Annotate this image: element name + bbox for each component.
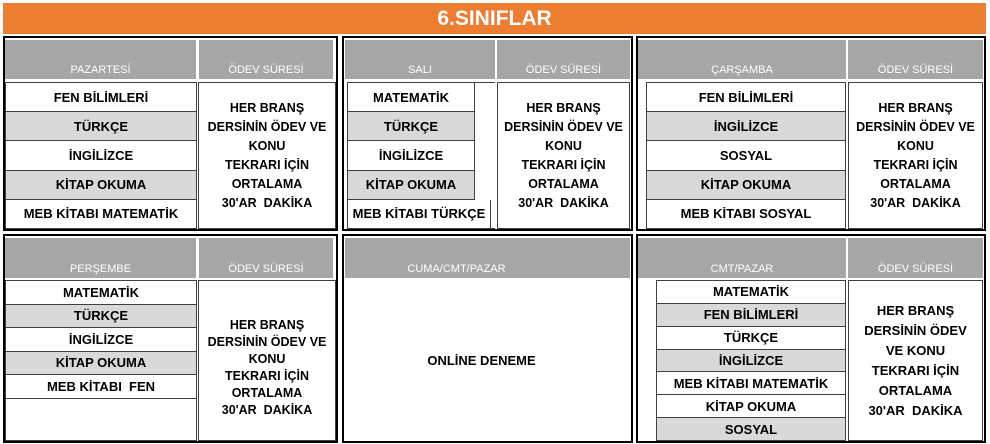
- duration-header: ÖDEV SÜRESİ: [848, 40, 983, 79]
- homework-duration-note: [198, 280, 336, 441]
- duration-note-line: 30'AR DAKİKA: [221, 195, 313, 210]
- panel-cuma-cmt-pazar: [342, 234, 633, 443]
- duration-note-line: KONU: [545, 138, 582, 153]
- day-header: PERŞEMBE: [5, 238, 196, 278]
- subject-cell: İNGİLİZCE: [647, 112, 845, 141]
- subject-cell: TÜRKÇE: [348, 112, 475, 141]
- duration-note-line: ORTALAMA: [880, 176, 951, 191]
- duration-note-line: ORTALAMA: [528, 176, 599, 191]
- subject-cell: KİTAP OKUMA: [348, 171, 475, 200]
- panel-pazartesi: [3, 36, 338, 231]
- duration-note-line: DERSİNİN ÖDEV: [864, 322, 967, 338]
- subject-cell: KİTAP OKUMA: [657, 395, 845, 418]
- day-header: ÇARŞAMBA: [638, 40, 846, 79]
- subject-cell: KİTAP OKUMA: [6, 352, 196, 376]
- homework-duration-note: [848, 82, 983, 229]
- page-title: 6.SINIFLAR: [3, 3, 986, 34]
- duration-note-line: 30'AR DAKİKA: [870, 195, 961, 210]
- duration-note-line: ORTALAMA: [231, 385, 303, 400]
- duration-note-line: TEKRARI İÇİN: [224, 368, 310, 383]
- day-header: CMT/PAZAR: [638, 238, 846, 278]
- subject-cell: SOSYAL: [657, 418, 845, 440]
- duration-note-line: TEKRARI İÇİN: [224, 157, 310, 172]
- subject-list: [656, 280, 846, 441]
- duration-note-line: KONU: [248, 351, 286, 366]
- duration-note-line: HER BRANŞ: [878, 100, 953, 115]
- panel-persembe: [3, 234, 338, 443]
- subject-cell: MATEMATİK: [6, 281, 196, 305]
- subject-cell: TÜRKÇE: [6, 305, 196, 329]
- subject-cell: TÜRKÇE: [657, 327, 845, 350]
- empty-cell: [6, 399, 196, 441]
- duration-note-line: HER BRANŞ: [526, 100, 601, 115]
- duration-header: ÖDEV SÜRESİ: [199, 40, 333, 79]
- duration-note-line: TEKRARI İÇİN: [521, 157, 606, 172]
- duration-note-line: DERSİNİN ÖDEV VE: [856, 119, 975, 134]
- duration-note-line: DERSİNİN ÖDEV VE: [207, 119, 327, 134]
- subject-cell: MEB KİTABI FEN: [6, 375, 196, 399]
- duration-note-line: HER BRANŞ: [876, 302, 955, 318]
- duration-header: ÖDEV SÜRESİ: [497, 40, 630, 79]
- duration-header: ÖDEV SÜRESİ: [199, 238, 333, 278]
- duration-note-line: TEKRARI İÇİN: [871, 362, 960, 378]
- duration-note-line: VE KONU: [885, 342, 946, 358]
- duration-note-line: 30'AR DAKİKA: [518, 195, 609, 210]
- duration-note-line: 30'AR DAKİKA: [868, 402, 963, 418]
- subject-cell: KİTAP OKUMA: [6, 171, 196, 200]
- duration-header: ÖDEV SÜRESİ: [848, 238, 983, 278]
- subject-cell: MATEMATİK: [348, 83, 475, 112]
- day-header: CUMA/CMT/PAZAR: [345, 238, 630, 278]
- duration-note-line: ORTALAMA: [878, 382, 953, 398]
- day-header: PAZARTESİ: [5, 40, 196, 79]
- subject-cell: MEB KİTABI MATEMATİK: [657, 372, 845, 395]
- subject-list: [646, 82, 846, 229]
- subject-list: [5, 280, 197, 441]
- subject-list: [5, 82, 197, 229]
- subject-cell: MEB KİTABI TÜRKÇE: [348, 200, 491, 228]
- day-header: SALI: [345, 40, 495, 79]
- homework-duration-note: [497, 82, 630, 229]
- subject-cell: MATEMATİK: [657, 281, 845, 304]
- duration-note-line: 30'AR DAKİKA: [221, 402, 313, 417]
- subject-cell: MEB KİTABI MATEMATİK: [23, 206, 179, 222]
- duration-note-line: DERSİNİN ÖDEV VE: [504, 119, 623, 134]
- duration-note-line: HER BRANŞ: [229, 317, 305, 332]
- panel-cmt-pazar: [636, 234, 986, 443]
- subject-list: [347, 82, 495, 229]
- duration-note-line: TEKRARI İÇİN: [873, 157, 958, 172]
- subject-cell: TÜRKÇE: [6, 112, 196, 141]
- duration-note-line: KONU: [897, 138, 934, 153]
- subject-cell: FEN BİLİMLERİ: [6, 83, 196, 112]
- duration-note-line: KONU: [248, 138, 286, 153]
- duration-note-line: DERSİNİN ÖDEV VE: [207, 334, 327, 349]
- panel-sali: [342, 36, 633, 231]
- subject-cell: İNGİLİZCE: [6, 328, 196, 352]
- homework-duration-note: [848, 280, 983, 441]
- subject-cell: İNGİLİZCE: [348, 141, 475, 170]
- subject-cell: İNGİLİZCE: [657, 350, 845, 373]
- activity-label: ONLİNE DENEME: [427, 353, 536, 368]
- subject-cell: MEB KİTABI SOSYAL: [680, 206, 812, 222]
- subject-cell: FEN BİLİMLERİ: [657, 304, 845, 327]
- homework-duration-note: [198, 82, 336, 229]
- subject-cell: KİTAP OKUMA: [647, 171, 845, 200]
- duration-note-line: HER BRANŞ: [229, 100, 305, 115]
- subject-cell: İNGİLİZCE: [6, 141, 196, 170]
- panel-carsamba: [636, 36, 986, 231]
- duration-note-line: ORTALAMA: [231, 176, 303, 191]
- subject-cell: SOSYAL: [647, 141, 845, 170]
- subject-cell: FEN BİLİMLERİ: [647, 83, 845, 112]
